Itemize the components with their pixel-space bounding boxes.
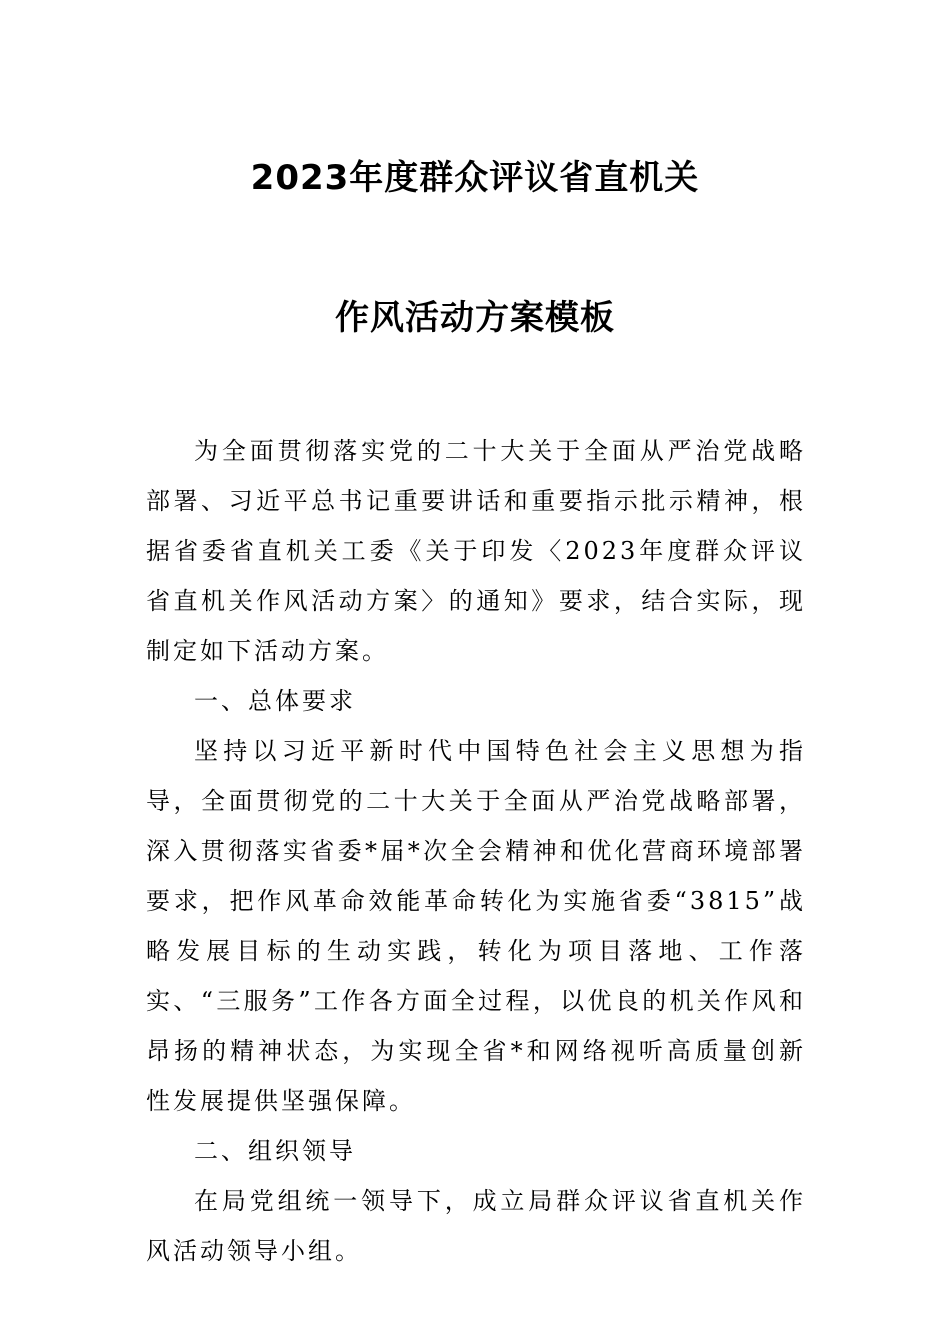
document-body [146, 426, 806, 1276]
intro-paragraph: 为全面贯彻落实党的二十大关于全面从严治党战略部署、习近平总书记重要讲话和重要指示批示精神，根据省委省直机关工委《关于印发〈2023年度群众评议省直机关作风活动方案〉的通知》要求，结合实际，现制定如下活动方案。 [146, 437, 806, 665]
section-heading-general-requirements: 一、总体要求 [194, 687, 356, 715]
document-title-line-2: 作风活动方案模板 [335, 298, 615, 338]
section-heading-organization-leadership: 二、组织领导 [194, 1137, 356, 1165]
organization-leadership-paragraph: 在局党组统一领导下，成立局群众评议省直机关作风活动领导小组。 [146, 1187, 806, 1265]
general-requirements-paragraph: 坚持以习近平新时代中国特色社会主义思想为指导，全面贯彻党的二十大关于全面从严治党战略部署，深入贯彻落实省委*届*次全会精神和优化营商环境部署要求，把作风革命效能革命转化为实施省委“3815”战略发展目标的生动实践，转化为项目落地、工作落实、“三服务”工作各方面全过程，以优良的机关作风和昂扬的精神状态，为实现全省*和网络视听高质量创新性发展提供坚强保障。 [146, 737, 806, 1115]
document-title-line-1: 2023年度群众评议省直机关 [250, 158, 700, 198]
